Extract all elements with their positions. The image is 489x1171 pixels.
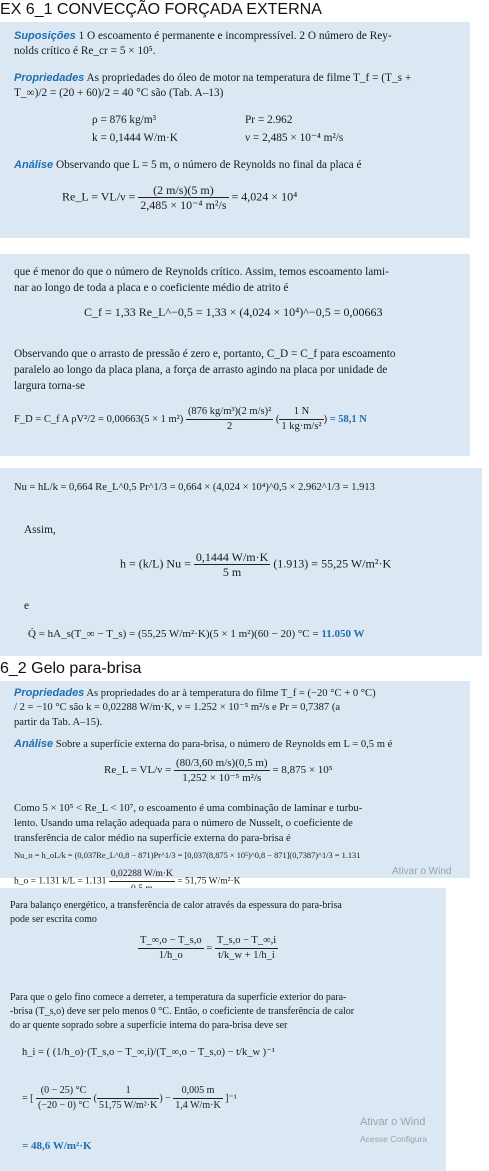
ex2-reynolds-equation — [104, 756, 333, 785]
reynolds-numerator: (2 m/s)(5 m) — [138, 183, 228, 198]
drag-text-1: Observando que o arrasto de pressão é zero e, portanto, C_D = C_f para escoamento — [14, 348, 396, 360]
properties-line — [14, 70, 411, 86]
ex2-panel-1 — [0, 681, 470, 887]
properties-text-2: T_∞)/2 = (20 + 60)/2 = 40 °C são (Tab. A–13) — [14, 87, 224, 99]
friction-coefficient-equation: C_f = 1,33 Re_L^−0,5 = 1,33 × (4,024 × 10⁴)^−0,5 = 0,00663 — [84, 305, 383, 319]
hi-result — [22, 1140, 92, 1152]
exercise-1-title: EX 6_1 CONVECÇÃO FORÇADA EXTERNA — [0, 1, 322, 18]
ex2-reynolds-lhs: Re_L = VL/ν = — [104, 764, 172, 777]
activation-watermark-line1: Ativar o Wind — [360, 1116, 426, 1128]
assumptions-text-1: 1 O escoamento é permanente e incompressível. 2 O número de Rey- — [78, 30, 392, 42]
ex2-reynolds-result: = 8,875 × 10⁵ — [272, 764, 333, 777]
h-numerator: 0,1444 W/m·K — [195, 550, 269, 564]
reynolds-equation — [62, 183, 297, 212]
balance-right-numerator: T_s,o − T_∞,i — [215, 934, 278, 949]
heat-rate-equation — [28, 628, 365, 640]
heat-rate-result: 11.050 W — [321, 628, 365, 640]
hi-ho-denominator: 51,75 W/m²·K — [98, 1100, 158, 1111]
assumptions-label: Suposições — [14, 30, 76, 42]
hi-general-equation: h_i = ( (1/h_o)·(T_s,o − T_∞,i)/(T_∞,o − T_s,o) − t/k_w )⁻¹ — [22, 1047, 275, 1058]
ex2-panel-2 — [0, 888, 446, 1171]
ex2-reynolds-fraction — [174, 756, 270, 785]
balance-text-2: pode ser escrita como — [10, 914, 97, 925]
ex2-properties-text-2: / 2 = −10 °C são k = 0,02288 W/m·K, ν = 1.252 × 10⁻⁵ m²/s e Pr = 0,7387 (a — [14, 702, 341, 713]
ex2-nusselt-equation: Nu_o = h_oL/k = (0,037Re_L^0,8 − 871)Pr^1/3 = [0,037(8,875 × 10⁵)^0,8 − 871](0,7387)^1/3 = 1.131 — [14, 851, 361, 860]
ex2-analysis-label: Análise — [14, 738, 54, 750]
h-denominator: 5 m — [222, 565, 242, 579]
heat-rate-lhs: Q̇ = hA_s(T_∞ − T_s) = (55,25 W/m²·K)(5 × 1 m²)(60 − 20) °C = — [28, 628, 319, 640]
drag-force-denominator: 2 — [226, 421, 233, 432]
drag-force-numerator: (876 kg/m³)(2 m/s)² — [186, 405, 273, 420]
unit-conversion-fraction — [279, 405, 323, 434]
melt-text-3: do ar quente soprado sobre a superfície interna do para-brisa deve ser — [10, 1020, 288, 1031]
ex2-properties-text-3: partir da Tab. A–15). — [14, 717, 103, 728]
balance-fraction-right — [215, 934, 278, 963]
e-text: e — [24, 600, 30, 612]
k-value: k = 0,1444 W/m·K — [92, 132, 178, 144]
ex1-panel-2 — [0, 254, 470, 456]
ex2-reynolds-denominator: 1,252 × 10⁻⁵ m²/s — [182, 772, 262, 784]
ex1-panel-3 — [0, 468, 482, 656]
ex2-ho-result: = 51,75 W/m²·K — [177, 876, 241, 887]
melt-text-2: -brisa (T_s,o) deve ser pelo menos 0 °C. Então, o coeficiente de transferência de calor — [10, 1006, 355, 1017]
hi-wall-fraction — [173, 1084, 222, 1113]
hi-ho-numerator: 1 — [97, 1084, 159, 1099]
ex2-analysis-line — [14, 736, 392, 753]
energy-balance-equation: $\frac{T\_\infty,o - T\_s,o}{1/h\_o}$ = $\frac{T\_s,o - T\_\infty,i}{t/k\_w + 1/h\_i}$ — [140, 935, 277, 961]
heat-transfer-coefficient-equation — [120, 550, 391, 579]
analysis-text: Observando que L = 5 m, o número de Reynolds no final da placa é — [55, 159, 362, 171]
laminar-text-2: nar ao longo de toda a placa e o coeficiente médio de atrito é — [14, 282, 289, 294]
balance-text-1: Para balanço energético, a transferência de calor através da espessura do para-brisa — [10, 900, 342, 911]
hi-temp-numerator: (0 − 25) °C — [36, 1084, 91, 1099]
exercise-2-title: 6_2 Gelo para-brisa — [0, 660, 142, 677]
h-fraction — [194, 550, 270, 579]
assumptions-line — [14, 28, 392, 44]
ex2-ho-numerator: 0,02288 W/m·K — [109, 867, 175, 882]
balance-left-numerator: T_∞,o − T_s,o — [138, 934, 204, 949]
ex2-analysis-text: Sobre a superfície externa do para-brisa, o número de Reynolds em L = 0,5 m é — [55, 739, 393, 750]
reynolds-denominator: 2,485 × 10⁻⁴ m²/s — [140, 198, 227, 212]
activation-watermark-top: Ativar o Wind — [392, 866, 452, 877]
ex1-panel-1 — [0, 22, 470, 238]
activation-watermark-line2: Acesse Configura — [360, 1134, 428, 1144]
hi-ho-fraction — [97, 1084, 159, 1113]
ex2-flow-text-3: transferência de calor médio na superfície externa do para-brisa é — [14, 833, 291, 844]
drag-force-equation: F_D = C_f A ρV²/2 = 0,00663(5 × 1 m²) $\frac{\text{(876 kg/m³)(2 m/s)²}}{2}$ ( $\frac{1 N}{\text{1 kg·m/s²}}$ ) = 58,1 N — [14, 406, 367, 432]
properties-text-1: As propriedades do óleo de motor na temperatura de filme T_f = (T_s + — [86, 72, 412, 84]
unit-conversion-numerator: 1 N — [279, 405, 323, 420]
analysis-label: Análise — [14, 159, 54, 171]
reynolds-result: = 4,024 × 10⁴ — [231, 189, 298, 204]
ex2-reynolds-numerator: (80/3,60 m/s)(0,5 m) — [175, 757, 268, 769]
h-result: (1.913) = 55,25 W/m²·K — [273, 556, 392, 571]
drag-force-fraction — [186, 405, 273, 434]
melt-text-1: Para que o gelo fino comece a derreter, a temperatura da superfície exterior do para- — [10, 992, 347, 1003]
h-lhs: h = (k/L) Nu = — [120, 556, 191, 571]
rho-value: ρ = 876 kg/m³ — [92, 114, 157, 126]
assumptions-text-2: nolds crítico é Re_cr = 5 × 10⁵. — [14, 45, 156, 57]
ex2-flow-text-2: lento. Usando uma relação adequada para o número de Nusselt, o coeficiente de — [14, 818, 353, 829]
reynolds-fraction — [138, 183, 228, 212]
hi-wall-numerator: 0,005 m — [173, 1084, 222, 1099]
ex2-ho-lhs: h_o = 1.131 k/L = 1.131 — [14, 876, 107, 887]
nusselt-equation: Nu = hL/k = 0,664 Re_L^0,5 Pr^1/3 = 0,664 × (4,024 × 10⁴)^0,5 × 2.962^1/3 = 1.913 — [14, 482, 375, 493]
ex2-flow-text-1: Como 5 × 10⁵ < Re_L < 10⁷, o escoamento é uma combinação de laminar e turbu- — [14, 803, 363, 814]
analysis-line — [14, 157, 362, 173]
hi-wall-denominator: 1,4 W/m·K — [175, 1100, 221, 1111]
drag-text-2: paralelo ao longo da placa plana, a força de arrasto agindo na placa por unidade de — [14, 364, 388, 376]
laminar-text-1: que é menor do que o número de Reynolds crítico. Assim, temos escoamento lami- — [14, 266, 389, 278]
balance-right-denominator: t/k_w + 1/h_i — [218, 950, 275, 961]
hi-temp-denominator: (−20 − 0) °C — [37, 1100, 90, 1111]
hi-numeric-equation: = [ $\frac{(0 - 25) ^\circ C}{(-20 - 0) ^\circ C}$ ( $\frac{1}{\text{51,75 W/m²·K}}$ ) − $\frac{0,005 m}{1,4 W/m\cdot K}$ ]⁻¹ — [22, 1085, 237, 1111]
balance-left-denominator: 1/h_o — [158, 950, 183, 961]
hi-result-value: = 48,6 W/m²·K — [22, 1140, 92, 1152]
balance-fraction-left — [138, 934, 204, 963]
ex2-properties-text-1: As propriedades do ar à temperatura do filme T_f = (−20 °C + 0 °C) — [86, 688, 376, 699]
pr-value: Pr = 2.962 — [245, 114, 293, 126]
assim-text: Assim, — [24, 524, 56, 536]
ex2-properties-label: Propriedades — [14, 687, 85, 699]
nu-value: ν = 2,485 × 10⁻⁴ m²/s — [245, 132, 344, 144]
unit-conversion-denominator: 1 kg·m/s² — [281, 421, 322, 432]
drag-force-result: = 58,1 N — [329, 413, 367, 425]
drag-force-lhs: F_D = C_f A ρV²/2 = 0,00663(5 × 1 m²) — [14, 413, 184, 425]
hi-temp-fraction — [36, 1084, 91, 1113]
drag-text-3: largura torna-se — [14, 380, 85, 392]
properties-label: Propriedades — [14, 72, 85, 84]
reynolds-lhs: Re_L = VL/ν = — [62, 189, 136, 204]
